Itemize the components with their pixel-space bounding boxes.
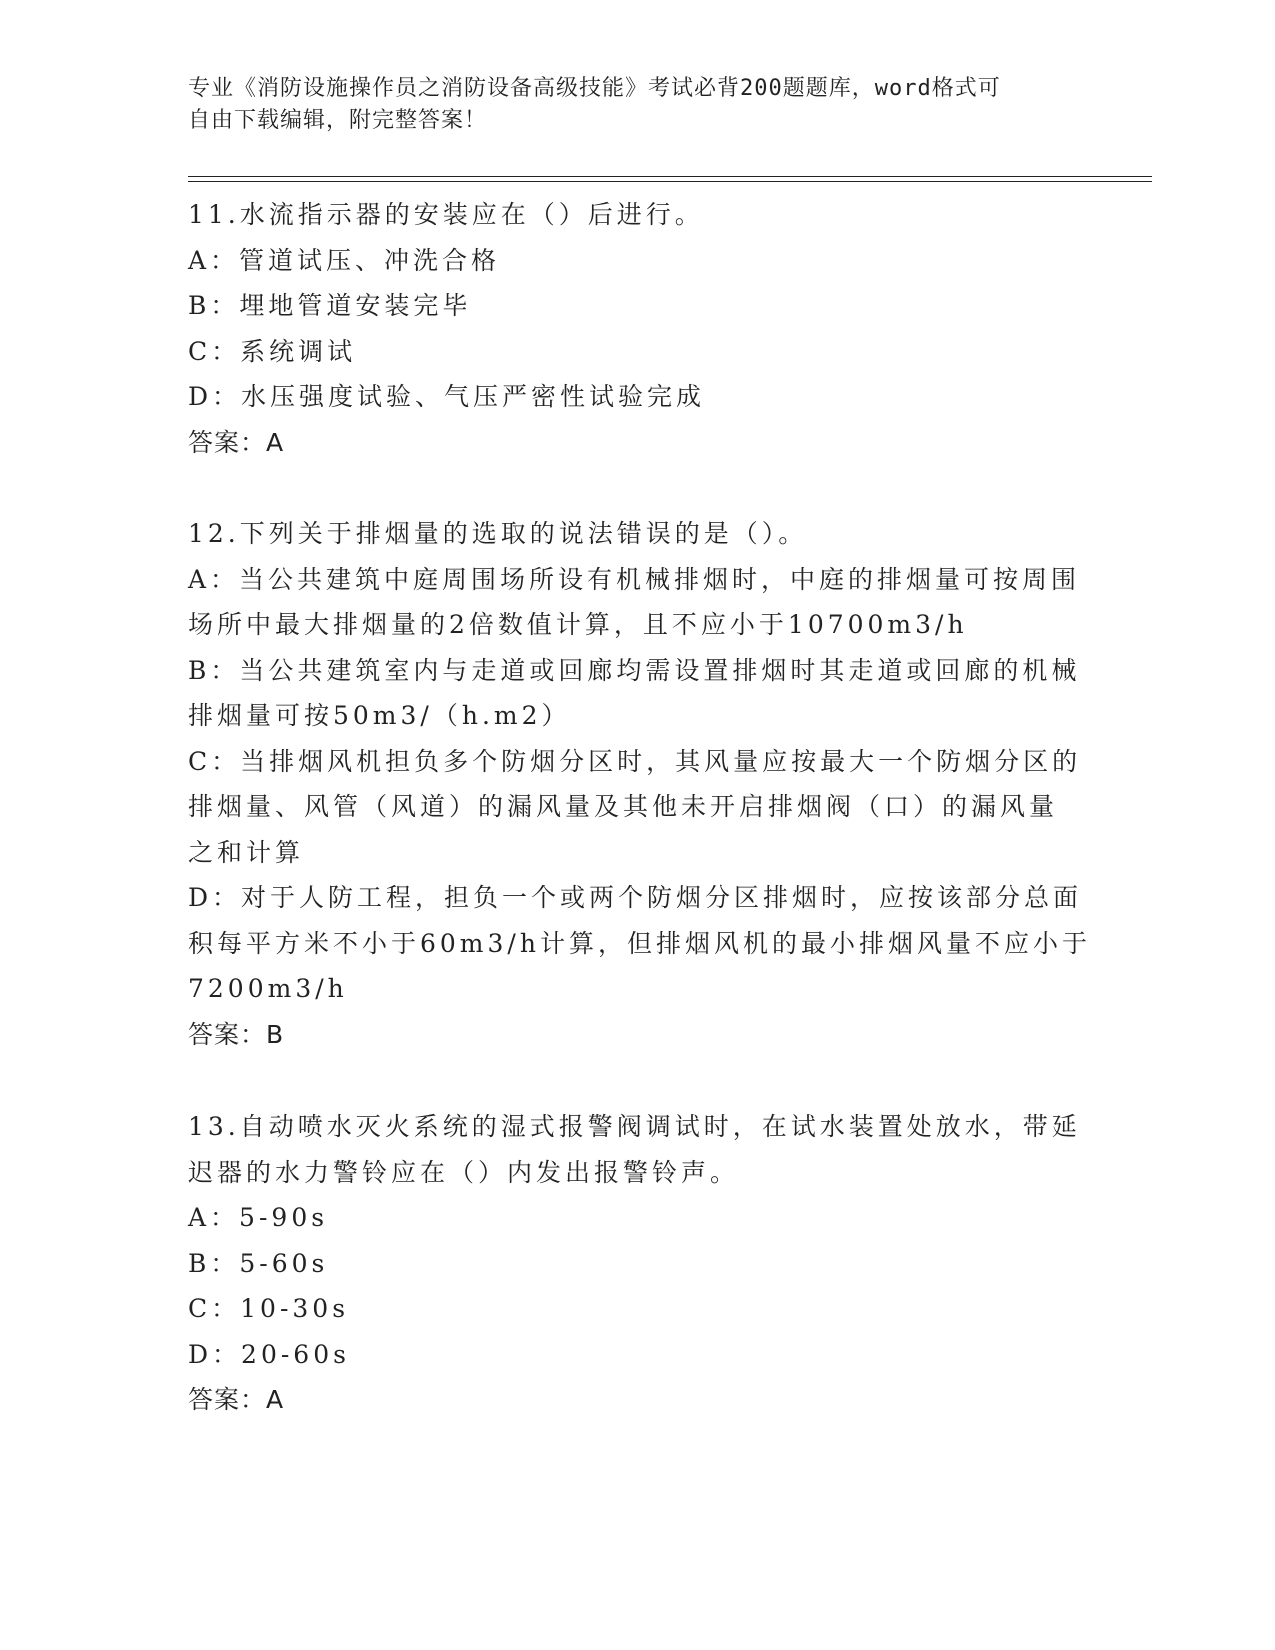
option-d-continued: 积每平方米不小于60m3/h计算，但排烟风机的最小排烟风量不应小于 [188,928,1091,958]
option-a-continued: 场所中最大排烟量的2倍数值计算，且不应小于10700m3/h [188,610,968,639]
header-divider [188,176,1152,177]
answer-label: 答案：A [188,1385,285,1414]
question-13 [188,1104,1081,1423]
option-d-continued: 7200m3/h [188,974,348,1003]
option-b: B：5-60s [188,1248,329,1278]
document-header [188,73,1068,137]
option-c: C：系统调试 [188,336,357,366]
option-c-continued: 之和计算 [188,837,305,867]
answer-label: 答案：A [188,427,285,457]
question-stem: 12.下列关于排烟量的选取的说法错误的是（）。 [188,519,808,548]
question-stem: 13.自动喷水灭火系统的湿式报警阀调试时，在试水装置处放水，带延 [188,1112,1081,1141]
option-c: C：10-30s [188,1294,350,1323]
question-12 [188,511,1091,1057]
question-stem: 11.水流指示器的安装应在（）后进行。 [188,200,704,229]
answer-label: 答案：B [188,1019,285,1049]
option-d: D：水压强度试验、气压严密性试验完成 [188,382,706,411]
question-stem-continued: 迟器的水力警铃应在（）内发出报警铃声。 [188,1157,740,1187]
option-a: A：管道试压、冲洗合格 [188,245,501,275]
header-line: 专业《消防设施操作员之消防设备高级技能》考试必背200题题库，word格式可 [188,76,1001,101]
question-11 [188,192,1078,465]
header-divider [188,181,1152,182]
option-b-continued: 排烟量可按50m3/（h.m2） [188,701,571,730]
option-b: B：当公共建筑室内与走道或回廊均需设置排烟时其走道或回廊的机械 [188,655,1081,685]
option-a: A：当公共建筑中庭周围场所设有机械排烟时，中庭的排烟量可按周围 [188,564,1081,594]
header-line: 自由下载编辑，附完整答案！ [188,108,488,133]
option-d: D：20-60s [188,1339,350,1369]
option-c: C：当排烟风机担负多个防烟分区时，其风量应按最大一个防烟分区的 [188,746,1082,776]
option-c-continued: 排烟量、风管（风道）的漏风量及其他未开启排烟阀（口）的漏风量 [188,792,1059,821]
option-d: D：对于人防工程，担负一个或两个防烟分区排烟时，应按该部分总面 [188,883,1083,912]
option-b: B：埋地管道安装完毕 [188,291,472,320]
option-a: A：5-90s [188,1203,329,1232]
